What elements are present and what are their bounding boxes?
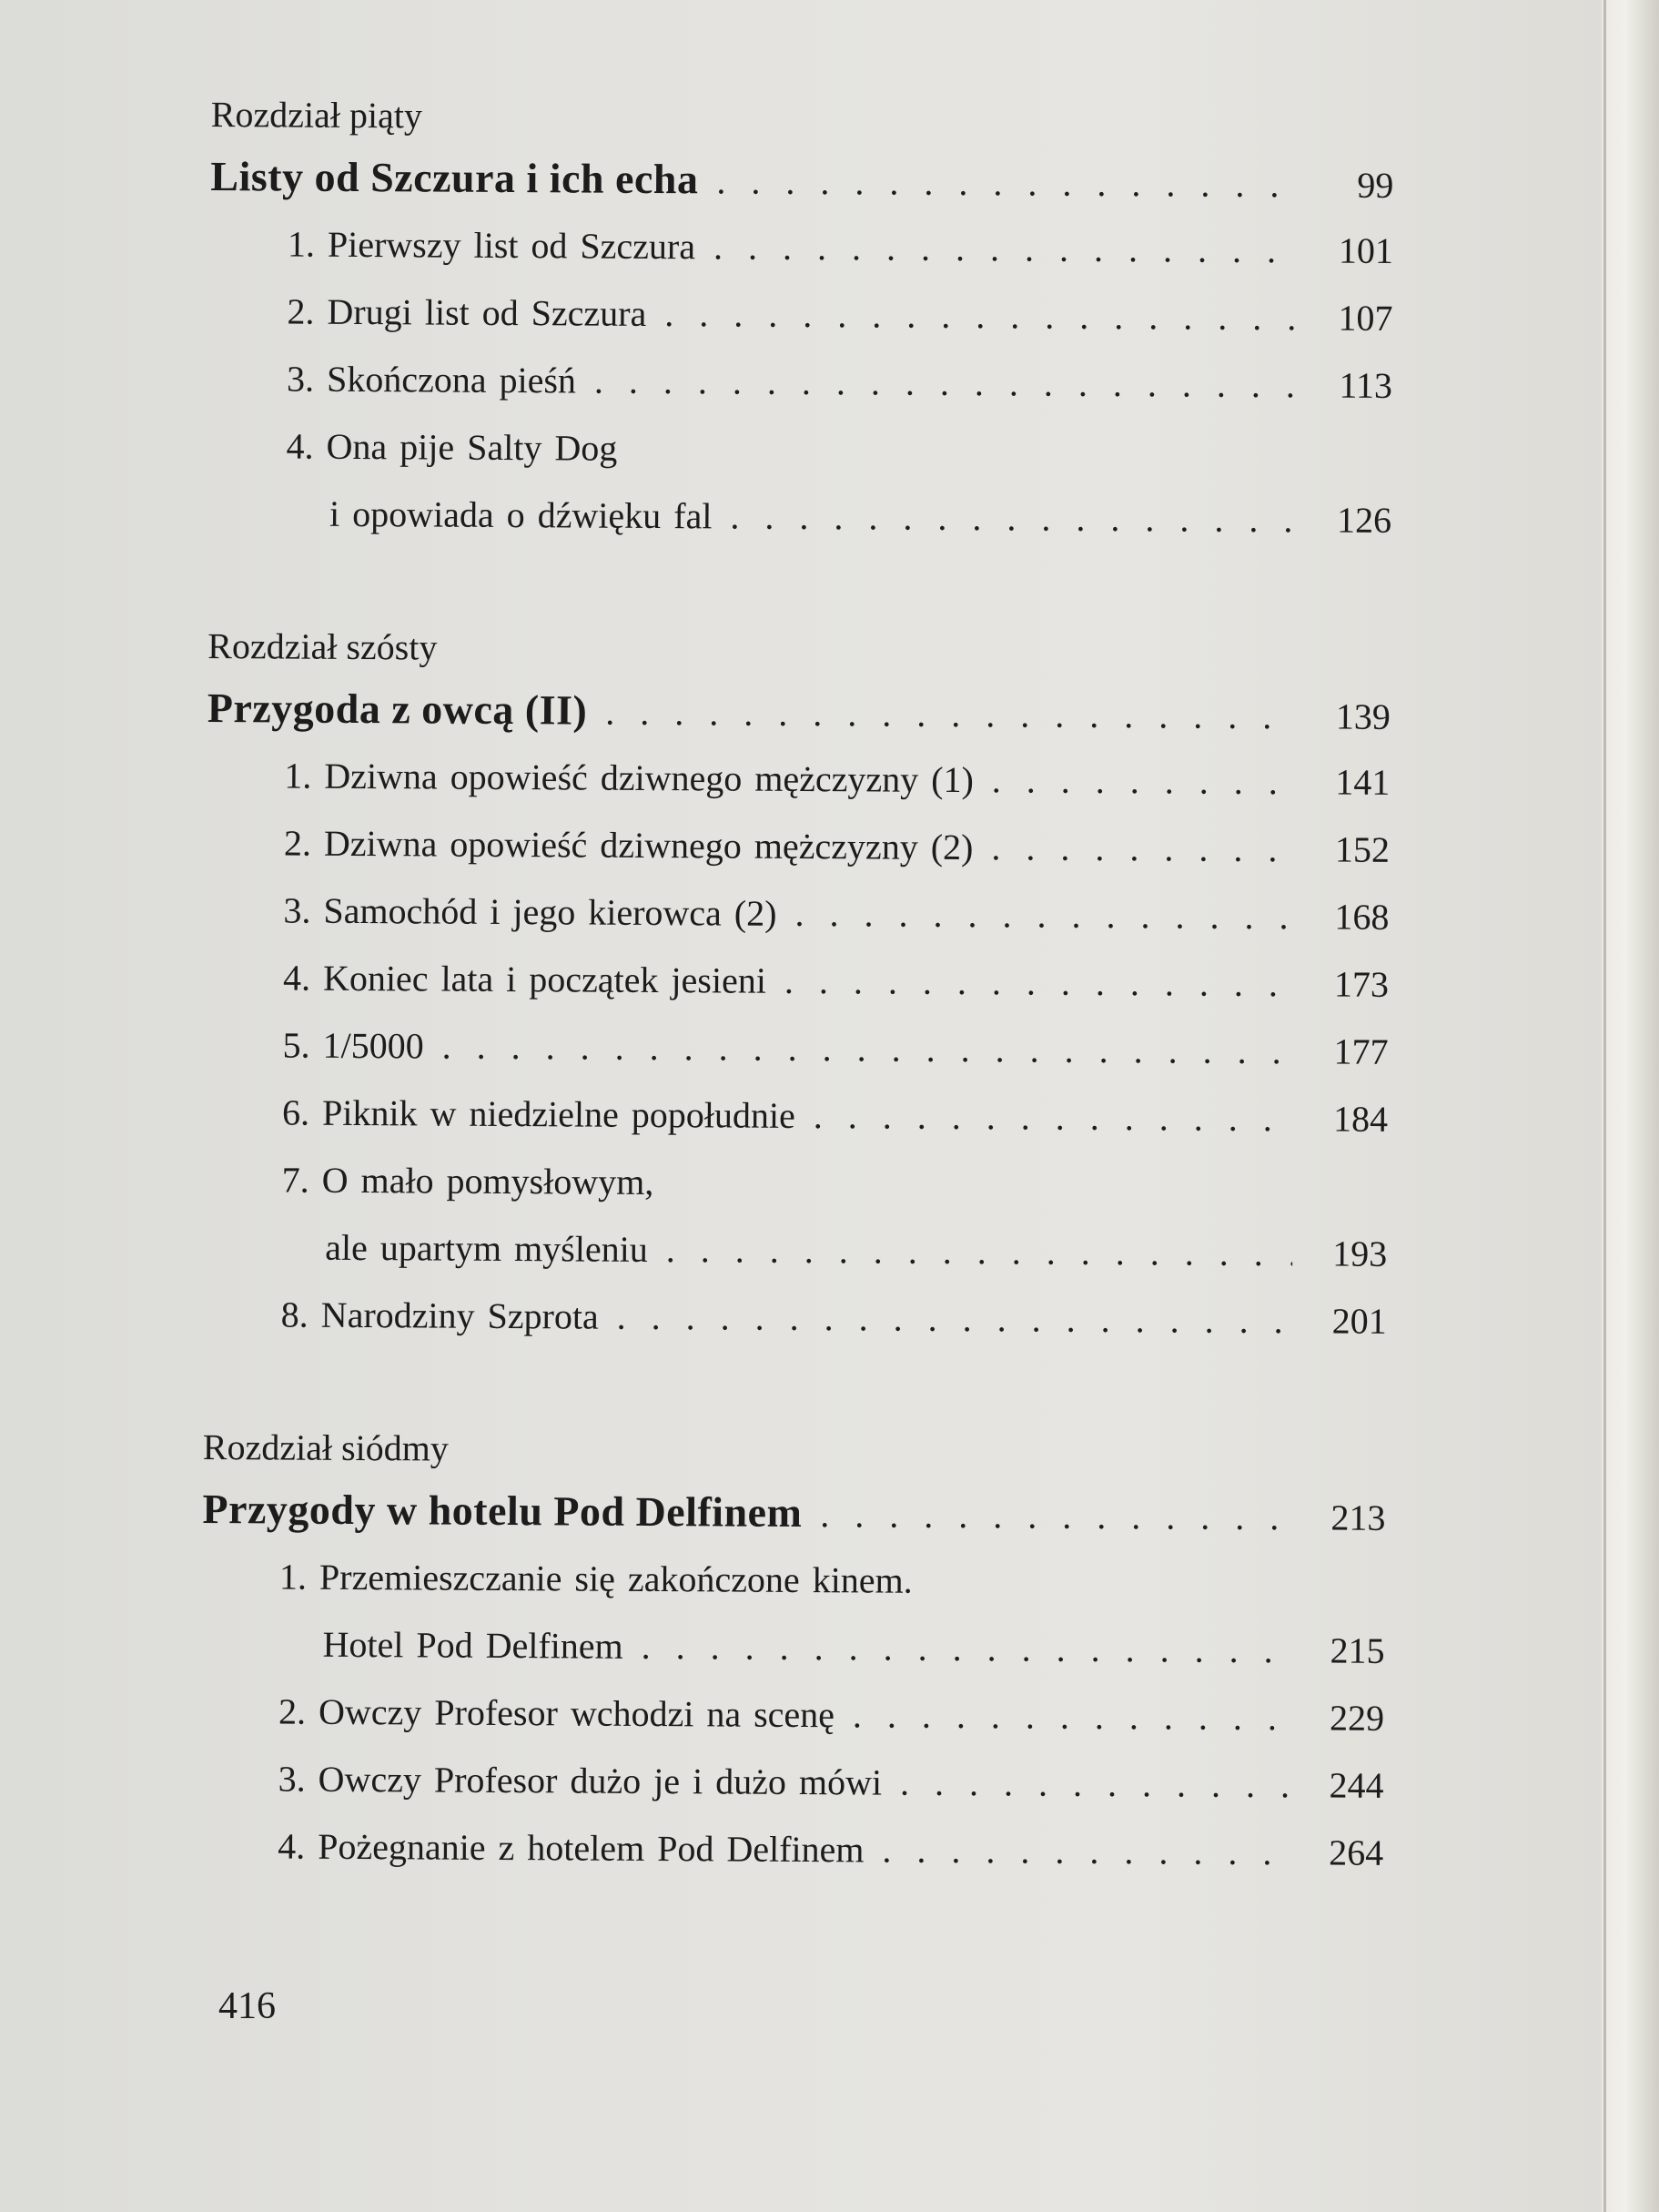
entry-number: 8. xyxy=(280,1294,309,1335)
toc-entry xyxy=(282,1012,1388,1086)
entry-number: 5. xyxy=(282,1024,310,1066)
entry-title: Ona pije Salty Dog xyxy=(326,425,618,469)
entry-title: Przemieszczanie się zakończone kinem. xyxy=(319,1556,913,1601)
leader-dots xyxy=(814,1082,1294,1152)
leader-dots xyxy=(991,814,1295,883)
entry-page-number: 177 xyxy=(1333,1030,1389,1072)
leader-dots xyxy=(641,1613,1290,1684)
chapter-label: Rozdział szósty xyxy=(207,624,438,668)
entry-number: 7. xyxy=(281,1159,309,1201)
entry-number: 3. xyxy=(278,1758,306,1800)
toc-entry xyxy=(281,1146,1387,1220)
toc-entry xyxy=(283,878,1389,951)
toc-entry-continuation xyxy=(278,1610,1384,1684)
toc-entry xyxy=(287,346,1392,420)
leader-dots xyxy=(992,746,1296,816)
chapter-page-number: 139 xyxy=(1335,695,1391,737)
entry-title: Piknik w niedzielne popołudnie xyxy=(321,1091,795,1136)
chapter-page-number: 99 xyxy=(1357,164,1394,206)
entry-number: 3. xyxy=(286,358,315,400)
entry-title-continuation: ale upartym myśleniu xyxy=(325,1226,648,1270)
chapter-label: Rozdział piąty xyxy=(210,93,423,137)
leader-dots xyxy=(605,679,1296,751)
entry-title: Pożegnanie z hotelem Pod Delfinem xyxy=(318,1825,865,1871)
entry-title-continuation: Hotel Pod Delfinem xyxy=(322,1623,623,1667)
leader-dots xyxy=(853,1681,1290,1751)
chapter-title-row xyxy=(202,1476,1385,1550)
entry-title: Koniec lata i początek jesieni xyxy=(322,957,767,1001)
entry-page-number: 101 xyxy=(1338,229,1394,271)
leader-dots xyxy=(820,1481,1291,1551)
entry-number: 2. xyxy=(283,822,312,864)
entry-number: 1. xyxy=(284,755,312,797)
leader-dots xyxy=(664,280,1299,351)
entry-page-number: 264 xyxy=(1329,1831,1384,1873)
entry-page-number: 215 xyxy=(1330,1629,1385,1671)
section-list xyxy=(208,210,1393,554)
entry-title: Narodziny Szprota xyxy=(320,1294,599,1337)
toc-entry-continuation xyxy=(281,1213,1387,1287)
toc-entry xyxy=(278,1678,1384,1751)
toc-entry xyxy=(279,1543,1385,1617)
chapter-6 xyxy=(204,618,1391,1355)
entry-number: 4. xyxy=(278,1825,306,1867)
page-edge xyxy=(1602,0,1659,2212)
entry-page-number: 126 xyxy=(1336,499,1392,541)
entry-title: Pierwszy list od Szczura xyxy=(327,223,696,268)
chapter-label: Rozdział siódmy xyxy=(202,1426,449,1469)
toc-entry xyxy=(278,1812,1383,1886)
entry-title: O mało pomysłowym, xyxy=(321,1159,654,1202)
entry-page-number: 173 xyxy=(1333,963,1390,1005)
table-of-contents xyxy=(199,86,1393,1958)
entry-page-number: 229 xyxy=(1329,1697,1385,1739)
leader-dots xyxy=(730,482,1297,553)
leader-dots xyxy=(594,348,1298,420)
chapter-title: Listy od Szczura i ich echa xyxy=(210,152,699,203)
entry-title: 1/5000 xyxy=(322,1024,424,1067)
entry-page-number: 193 xyxy=(1332,1233,1388,1274)
toc-entry xyxy=(288,211,1393,285)
leader-dots xyxy=(617,1284,1292,1355)
chapter-5 xyxy=(208,86,1394,554)
toc-entry xyxy=(284,743,1390,817)
chapter-page-number: 213 xyxy=(1330,1497,1386,1538)
leader-dots xyxy=(666,1216,1293,1287)
entry-title: Samochód i jego kierowca (2) xyxy=(323,889,777,934)
chapter-7 xyxy=(200,1419,1386,1887)
entry-page-number: 184 xyxy=(1332,1098,1389,1140)
leader-dots xyxy=(794,880,1294,950)
section-list xyxy=(204,742,1391,1355)
entry-title: Dziwna opowieść dziwnego mężczyzny (1) xyxy=(324,755,975,801)
toc-entry xyxy=(283,945,1389,1019)
entry-title: Owczy Profesor wchodzi na scenę xyxy=(318,1690,835,1736)
entry-page-number: 141 xyxy=(1335,761,1391,803)
chapter-title: Przygoda z owcą (II) xyxy=(207,684,588,734)
section-list xyxy=(200,1543,1385,1887)
leader-dots xyxy=(900,1750,1290,1820)
entry-page-number: 244 xyxy=(1329,1764,1384,1806)
entry-page-number: 168 xyxy=(1334,896,1390,938)
chapter-title-row xyxy=(210,143,1393,218)
entry-number: 4. xyxy=(282,957,311,999)
toc-entry xyxy=(286,413,1391,487)
toc-entry xyxy=(284,810,1390,884)
entry-number: 6. xyxy=(281,1091,310,1133)
entry-page-number: 113 xyxy=(1339,364,1393,406)
toc-entry xyxy=(281,1281,1387,1355)
toc-entry xyxy=(287,279,1392,352)
chapter-title-row xyxy=(207,675,1391,749)
entry-number: 1. xyxy=(287,223,316,265)
leader-dots xyxy=(713,213,1299,284)
leader-dots xyxy=(441,1013,1293,1086)
entry-title: Dziwna opowieść dziwnego mężczyzny (2) xyxy=(323,822,974,868)
page-folio-number: 416 xyxy=(218,1985,276,2027)
entry-number: 1. xyxy=(278,1556,308,1598)
entry-number: 3. xyxy=(283,889,311,931)
entry-page-number: 201 xyxy=(1331,1300,1387,1342)
entry-number: 4. xyxy=(286,425,314,467)
leader-dots xyxy=(784,948,1295,1018)
toc-entry xyxy=(282,1079,1388,1152)
entry-title: Owczy Profesor dużo je i dużo mówi xyxy=(318,1758,883,1803)
entry-title: Drugi list od Szczura xyxy=(327,290,647,334)
page-edge-line xyxy=(1603,0,1606,2212)
entry-title: Skończona pieśń xyxy=(326,358,577,401)
entry-page-number: 107 xyxy=(1338,297,1393,339)
entry-number: 2. xyxy=(287,290,315,332)
leader-dots xyxy=(882,1817,1289,1887)
leader-dots xyxy=(716,147,1299,218)
toc-entry-continuation xyxy=(286,481,1391,554)
toc-entry xyxy=(278,1745,1383,1819)
entry-number: 2. xyxy=(278,1690,307,1732)
entry-page-number: 152 xyxy=(1334,828,1391,870)
entry-title-continuation: i opowiada o dźwięku fal xyxy=(329,492,713,537)
chapter-title: Przygody w hotelu Pod Delfinem xyxy=(202,1485,803,1536)
